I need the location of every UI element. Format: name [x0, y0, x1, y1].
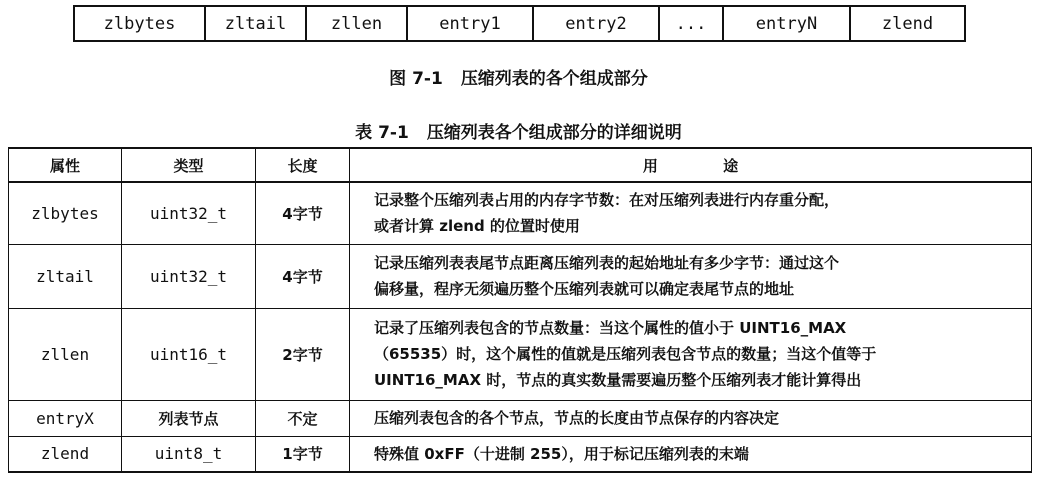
- usage-cell: [350, 400, 1032, 436]
- usage-line: 或者计算 zlend 的位置时使用: [374, 217, 580, 236]
- length-cell: 不定: [256, 400, 350, 436]
- table-row: [9, 308, 1032, 400]
- table-number: 表 7-1: [355, 123, 409, 143]
- figure-title: 压缩列表的各个组成部分: [460, 69, 648, 89]
- usage-line: UINT16_MAX 时，节点的真实数量需要遍历整个压缩列表才能计算得出: [374, 371, 862, 389]
- usage-line: 记录整个压缩列表占用的内存字节数：在对压缩列表进行内存重分配，: [374, 191, 840, 210]
- length-cell: 4字节: [256, 244, 350, 308]
- table-header-row: [9, 148, 1032, 182]
- figure-caption: [0, 64, 1037, 89]
- table-row: [9, 244, 1032, 308]
- type-cell: uint8_t: [122, 436, 256, 472]
- usage-cell: [350, 244, 1032, 308]
- attr-cell: zltail: [9, 244, 122, 308]
- usage-cell: [350, 308, 1032, 400]
- header-attribute: 属性: [9, 148, 122, 182]
- length-cell: 1字节: [256, 436, 350, 472]
- diagram-cell-zlend: zlend: [881, 13, 934, 34]
- type-cell: uint32_t: [122, 182, 256, 244]
- ziplist-spec-table: [8, 147, 1032, 473]
- ziplist-structure-diagram: [73, 5, 966, 42]
- type-cell: uint32_t: [122, 244, 256, 308]
- type-cell: uint16_t: [122, 308, 256, 400]
- usage-line: 记录了压缩列表包含的节点数量：当这个属性的值小于 UINT16_MAX: [374, 319, 847, 337]
- attr-cell: zlbytes: [9, 182, 122, 244]
- table-row: [9, 436, 1032, 472]
- usage-line: 记录压缩列表表尾节点距离压缩列表的起始地址有多少字节：通过这个: [374, 254, 840, 272]
- figure-number: 图 7-1: [389, 69, 443, 89]
- usage-line: 压缩列表包含的各个节点，节点的长度由节点保存的内容决定: [374, 409, 780, 427]
- length-cell: 4字节: [256, 182, 350, 244]
- type-cell: 列表节点: [122, 400, 256, 436]
- attr-cell: zlend: [9, 436, 122, 472]
- usage-line: 偏移量，程序无须遍历整个压缩列表就可以确定表尾节点的地址: [374, 280, 795, 298]
- header-length: 长度: [256, 148, 350, 182]
- attr-cell: zllen: [9, 308, 122, 400]
- diagram-cell-entry2: entry2: [534, 7, 660, 40]
- diagram-cell-entryN: entryN: [724, 7, 851, 40]
- diagram-cell-zltail: zltail: [206, 7, 307, 40]
- table-caption: [0, 118, 1037, 143]
- usage-line: （65535）时，这个属性的值就是压缩列表包含节点的数量；当这个值等于: [374, 345, 877, 363]
- usage-cell: [350, 436, 1032, 472]
- diagram-cell-entry1: entry1: [408, 7, 534, 40]
- diagram-cell-ellipsis: ...: [660, 7, 724, 40]
- table-row: [9, 400, 1032, 436]
- header-usage: 用 途: [350, 148, 1032, 182]
- usage-cell: [350, 182, 1032, 244]
- diagram-cell-zllen: zllen: [307, 7, 408, 40]
- table-title: 压缩列表各个组成部分的详细说明: [426, 123, 682, 143]
- table-row: [9, 182, 1032, 244]
- header-type: 类型: [122, 148, 256, 182]
- length-cell: 2字节: [256, 308, 350, 400]
- diagram-cell-zlbytes: zlbytes: [75, 7, 206, 40]
- usage-line: 特殊值 0xFF（十进制 255），用于标记压缩列表的末端: [374, 444, 749, 463]
- attr-cell: entryX: [9, 400, 122, 436]
